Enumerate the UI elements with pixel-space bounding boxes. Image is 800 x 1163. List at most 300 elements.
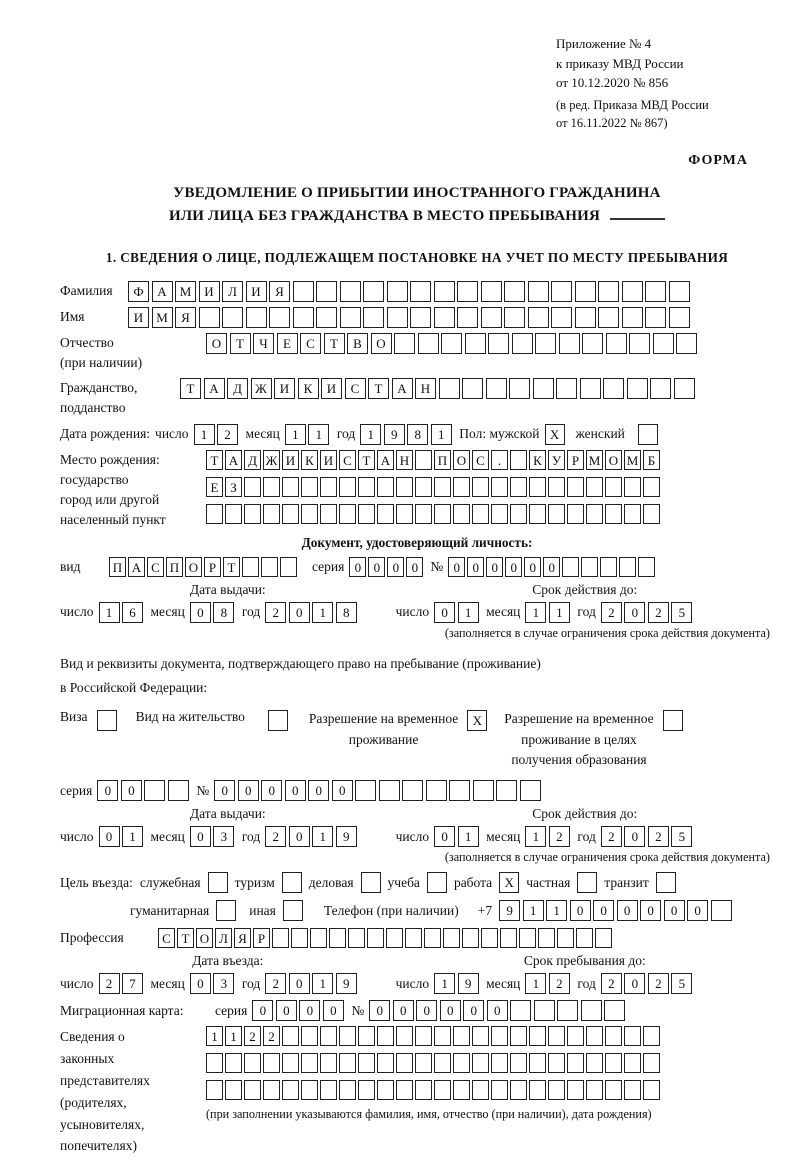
form-cell	[500, 928, 517, 948]
representatives-label: Сведения о законных представителях (родителях, усыновителях, попечителях)	[60, 1029, 150, 1154]
form-cell: 0	[543, 557, 560, 577]
form-cell	[576, 928, 593, 948]
stay-doc-issued-row	[60, 826, 396, 847]
form-cell	[426, 780, 447, 801]
form-cell	[316, 281, 337, 302]
form-cell	[510, 504, 527, 524]
form-cell: 0	[624, 602, 645, 623]
form-cell	[410, 307, 431, 328]
form-cell: 0	[121, 780, 142, 801]
entry-dates	[60, 953, 774, 994]
form-cell: 1	[525, 826, 546, 847]
form-cell: 1	[525, 973, 546, 994]
form-cell	[358, 1026, 375, 1046]
form-cell: 0	[261, 780, 282, 801]
form-cell	[529, 504, 546, 524]
form-cell	[301, 1080, 318, 1100]
form-cell: З	[225, 477, 242, 497]
number-label: №	[196, 782, 210, 798]
form-cell	[453, 1053, 470, 1073]
form-cell: 0	[99, 826, 120, 847]
purpose-private-checkbox	[577, 872, 597, 893]
form-cell: 0	[285, 780, 306, 801]
form-cell	[434, 1080, 451, 1100]
form-cell: С	[472, 450, 489, 470]
form-cell: 1	[122, 826, 143, 847]
form-cell	[280, 557, 297, 577]
form-cell	[528, 307, 549, 328]
form-cell	[504, 307, 525, 328]
stay-doc-issued-year-cells	[265, 826, 359, 847]
form-cell	[510, 1000, 531, 1021]
purpose-label: Цель въезда:	[60, 874, 133, 890]
purpose-transit-checkbox	[656, 872, 676, 893]
form-title-line1: УВЕДОМЛЕНИЕ О ПРИБЫТИИ ИНОСТРАННОГО ГРАЖДАНИНА	[173, 185, 661, 201]
form-cell	[261, 557, 278, 577]
form-cell	[567, 504, 584, 524]
form-cell	[358, 477, 375, 497]
form-cell	[624, 1053, 641, 1073]
form-cell	[244, 504, 261, 524]
form-cell: У	[548, 450, 565, 470]
form-cell: 0	[369, 1000, 390, 1021]
form-cell: 9	[499, 900, 520, 921]
form-cell	[605, 477, 622, 497]
annex-edition-line: (в ред. Приказа МВД России	[556, 97, 709, 112]
form-cell	[441, 333, 462, 354]
identity-valid-heading: Срок действия до:	[532, 581, 638, 597]
purpose-official-checkbox	[208, 872, 228, 893]
phone-label: Телефон (при наличии)	[323, 902, 459, 918]
purpose-option-label: частная	[526, 874, 571, 890]
identity-doc-kind-cells	[109, 557, 299, 577]
stay-doc-issued-month-cells	[190, 826, 237, 847]
form-cell: 0	[332, 780, 353, 801]
form-cell: 1	[458, 826, 479, 847]
form-cell	[629, 333, 650, 354]
citizenship-row	[60, 378, 774, 419]
stay-doc-number-cells	[214, 780, 543, 801]
form-cell	[643, 1026, 660, 1046]
form-cell: 8	[407, 424, 428, 445]
form-cell: А	[152, 281, 173, 302]
form-cell: А	[225, 450, 242, 470]
temp-permit-checkbox: X	[467, 710, 487, 731]
form-cell: 1	[312, 973, 333, 994]
purpose-option-label: транзит	[604, 874, 649, 890]
form-cell: 0	[252, 1000, 273, 1021]
form-cell: 2	[648, 973, 669, 994]
form-cell: 0	[323, 1000, 344, 1021]
identity-valid-year-cells	[601, 602, 695, 623]
form-cell	[415, 504, 432, 524]
form-cell	[339, 1080, 356, 1100]
form-cell: 2	[265, 973, 286, 994]
stay-doc-valid-col	[396, 806, 774, 872]
form-cell	[206, 1053, 223, 1073]
male-checkbox: X	[545, 424, 565, 445]
purpose-business-checkbox	[361, 872, 381, 893]
identity-doc-heading: Документ, удостоверяющий личность:	[301, 534, 533, 550]
form-cell	[645, 307, 666, 328]
birth-year-cells	[360, 424, 454, 445]
representatives-block	[60, 1026, 774, 1157]
form-cell: Ч	[253, 333, 274, 354]
form-cell	[581, 1000, 602, 1021]
form-cell	[394, 333, 415, 354]
form-cell	[598, 281, 619, 302]
form-cell	[529, 1053, 546, 1073]
form-cell	[548, 504, 565, 524]
form-cell: М	[624, 450, 641, 470]
citizenship-cells	[180, 378, 697, 399]
identity-issued-day-cells	[99, 602, 146, 623]
edu-permit-label: Разрешение на временное проживание в целях получения образования	[504, 711, 654, 767]
form-cell	[263, 477, 280, 497]
form-cell	[415, 1053, 432, 1073]
form-cell	[246, 307, 267, 328]
month-label: месяц	[486, 604, 521, 619]
entry-date-row	[60, 973, 396, 994]
form-cell: М	[175, 281, 196, 302]
form-cell	[519, 928, 536, 948]
migration-card-row	[60, 1000, 774, 1021]
form-cell: 0	[486, 557, 503, 577]
identity-doc-dates	[60, 582, 774, 648]
form-cell	[624, 477, 641, 497]
patronymic-row	[60, 333, 774, 374]
form-cell: 0	[463, 1000, 484, 1021]
form-cell: П	[434, 450, 451, 470]
form-cell: А	[377, 450, 394, 470]
phone-prefix: +7	[477, 902, 493, 918]
form-cell	[434, 1053, 451, 1073]
form-cell	[410, 281, 431, 302]
profession-row	[60, 928, 774, 948]
form-cell	[528, 281, 549, 302]
birthplace-cells-rows	[206, 450, 662, 531]
form-cell	[415, 1080, 432, 1100]
form-cell	[595, 928, 612, 948]
form-cell	[418, 333, 439, 354]
form-cell: 3	[213, 973, 234, 994]
form-cell: И	[246, 281, 267, 302]
form-cell	[669, 281, 690, 302]
form-cell	[510, 1053, 527, 1073]
purpose-humanitarian-checkbox	[216, 900, 236, 921]
form-cell: Т	[230, 333, 251, 354]
form-cell	[491, 1026, 508, 1046]
identity-doc-series-cells	[349, 557, 425, 577]
form-cell: С	[345, 378, 366, 399]
form-cell: 1	[206, 1026, 223, 1046]
year-label: год	[241, 828, 261, 844]
form-cell	[363, 307, 384, 328]
form-cell: 5	[671, 826, 692, 847]
form-cell	[580, 378, 601, 399]
form-cell	[396, 1080, 413, 1100]
form-cell	[301, 477, 318, 497]
annex-reference	[556, 34, 774, 133]
form-cell	[586, 1053, 603, 1073]
form-cell	[510, 477, 527, 497]
stay-doc-type-row	[60, 709, 774, 770]
form-cell: 1	[285, 424, 306, 445]
form-cell	[379, 780, 400, 801]
form-cell: 0	[467, 557, 484, 577]
form-cell	[367, 928, 384, 948]
form-cell	[676, 333, 697, 354]
stay-until-year-cells	[601, 973, 695, 994]
form-cell: К	[298, 378, 319, 399]
form-cell: 0	[416, 1000, 437, 1021]
form-cell: 1	[194, 424, 215, 445]
form-cell	[529, 1080, 546, 1100]
form-cell	[358, 1053, 375, 1073]
form-cell	[301, 504, 318, 524]
form-cell	[225, 504, 242, 524]
form-cell	[510, 450, 527, 470]
number-label: №	[351, 1002, 365, 1018]
year-label: год	[241, 975, 261, 991]
form-cell: 0	[448, 557, 465, 577]
residence-permit-checkbox	[268, 710, 288, 731]
form-cell	[453, 477, 470, 497]
form-cell	[556, 378, 577, 399]
form-cell	[624, 504, 641, 524]
form-cell	[377, 1026, 394, 1046]
month-label: месяц	[486, 975, 521, 991]
form-cell	[434, 281, 455, 302]
form-cell: Т	[180, 378, 201, 399]
form-cell	[496, 780, 517, 801]
form-cell: 2	[263, 1026, 280, 1046]
form-cell: 8	[336, 602, 357, 623]
form-cell	[272, 928, 289, 948]
form-cell	[199, 307, 220, 328]
form-cell: Е	[277, 333, 298, 354]
form-cell: 2	[648, 826, 669, 847]
migration-card-series-cells	[252, 1000, 346, 1021]
form-cell: 2	[549, 826, 570, 847]
purpose-option-label: иная	[249, 902, 276, 918]
form-cell	[551, 281, 572, 302]
form-cell: 2	[265, 826, 286, 847]
stay-doc-valid-day-cells	[434, 826, 481, 847]
form-cell: 1	[225, 1026, 242, 1046]
form-cell	[465, 333, 486, 354]
form-cell	[622, 281, 643, 302]
form-cell	[301, 1026, 318, 1046]
identity-doc-kind-label: вид	[60, 558, 81, 574]
visa-label: Виза	[60, 709, 88, 725]
form-cell	[548, 1026, 565, 1046]
form-cell	[600, 557, 617, 577]
form-cell: В	[347, 333, 368, 354]
form-cell	[567, 1053, 584, 1073]
form-cell	[358, 504, 375, 524]
purpose-study-checkbox	[427, 872, 447, 893]
form-cell: И	[199, 281, 220, 302]
blank-underline	[610, 218, 665, 220]
purpose-row	[60, 872, 774, 893]
representatives-row2-cells	[206, 1053, 662, 1073]
form-cell: И	[321, 378, 342, 399]
form-cell	[405, 928, 422, 948]
form-cell: 0	[664, 900, 685, 921]
form-cell: 0	[570, 900, 591, 921]
form-cell	[282, 1053, 299, 1073]
form-cell	[533, 378, 554, 399]
form-cell	[424, 928, 441, 948]
form-cell: Т	[223, 557, 240, 577]
form-cell	[529, 477, 546, 497]
form-cell	[586, 477, 603, 497]
identity-issued-row	[60, 602, 396, 623]
representatives-note: (при заполнении указываются фамилия, имя, отчество (при наличии), дата рождения)	[206, 1107, 652, 1122]
annex-line: Приложение № 4	[556, 36, 652, 51]
sex-female-label: женский	[575, 426, 625, 441]
form-cell	[415, 1026, 432, 1046]
form-cell	[144, 780, 165, 801]
form-cell: 0	[238, 780, 259, 801]
form-cell: О	[196, 928, 213, 948]
form-cell	[462, 378, 483, 399]
day-label: число	[60, 604, 94, 619]
form-cell: Т	[358, 450, 375, 470]
form-cell: 0	[190, 973, 211, 994]
form-cell	[339, 1026, 356, 1046]
form-cell: 0	[308, 780, 329, 801]
form-cell	[320, 477, 337, 497]
form-cell: 0	[434, 826, 455, 847]
form-cell	[434, 477, 451, 497]
purpose-option-label: работа	[453, 874, 493, 890]
year-label: год	[241, 604, 261, 619]
form-cell: 0	[190, 602, 211, 623]
entry-date-heading: Дата въезда:	[192, 953, 264, 969]
form-cell	[462, 928, 479, 948]
form-cell	[282, 1026, 299, 1046]
identity-issued-year-cells	[265, 602, 359, 623]
form-cell	[402, 780, 423, 801]
birth-date-row	[60, 424, 774, 445]
identity-valid-col	[396, 582, 774, 648]
form-cell	[244, 477, 261, 497]
form-cell	[244, 1080, 261, 1100]
profession-label: Профессия	[60, 930, 124, 946]
form-cell: П	[109, 557, 126, 577]
form-cell	[643, 477, 660, 497]
form-cell: И	[282, 450, 299, 470]
form-cell: 0	[393, 1000, 414, 1021]
form-cell: Т	[368, 378, 389, 399]
form-cell	[293, 307, 314, 328]
birthplace-row3-cells	[206, 504, 662, 524]
form-cell	[355, 780, 376, 801]
form-cell: 2	[265, 602, 286, 623]
stay-doc-issued-heading: Дата выдачи:	[189, 806, 266, 822]
form-cell: 0	[624, 826, 645, 847]
form-cell	[551, 307, 572, 328]
stay-until-day-cells	[434, 973, 481, 994]
year-label: год	[577, 975, 596, 991]
form-cell: К	[301, 450, 318, 470]
form-cell: 0	[505, 557, 522, 577]
form-cell: 2	[601, 602, 622, 623]
form-cell: Р	[204, 557, 221, 577]
stay-doc-valid-year-cells	[601, 826, 695, 847]
sex-male-label: Пол: мужской	[459, 426, 540, 441]
form-cell	[282, 504, 299, 524]
representatives-row1-cells	[206, 1026, 662, 1046]
representatives-row3-cells	[206, 1080, 662, 1100]
form-cell: 0	[640, 900, 661, 921]
form-cell: 0	[434, 602, 455, 623]
form-cell: 0	[387, 557, 404, 577]
form-cell	[491, 477, 508, 497]
form-cell: 1	[525, 602, 546, 623]
citizenship-label: Гражданство, подданство	[60, 380, 138, 416]
form-cell	[653, 333, 674, 354]
form-cell: 0	[299, 1000, 320, 1021]
form-cell	[534, 1000, 555, 1021]
purpose-option-label: деловая	[308, 874, 354, 890]
series-label: серия	[312, 558, 345, 574]
form-cell: 0	[289, 826, 310, 847]
form-cell: И	[274, 378, 295, 399]
form-cell	[472, 1080, 489, 1100]
form-cell: 0	[97, 780, 118, 801]
form-cell	[529, 1026, 546, 1046]
form-cell	[624, 1026, 641, 1046]
form-cell	[263, 504, 280, 524]
form-cell	[396, 1026, 413, 1046]
form-cell: 0	[487, 1000, 508, 1021]
form-cell: 0	[617, 900, 638, 921]
form-cell	[711, 900, 732, 921]
stay-until-row	[396, 973, 774, 994]
form-cell	[548, 1080, 565, 1100]
form-cell	[481, 928, 498, 948]
form-cell: Н	[396, 450, 413, 470]
form-cell: 3	[213, 826, 234, 847]
form-cell	[339, 504, 356, 524]
patronymic-cells	[206, 333, 700, 354]
entry-date-col	[60, 953, 396, 994]
form-cell	[457, 281, 478, 302]
form-cell: А	[392, 378, 413, 399]
form-cell	[320, 504, 337, 524]
form-cell	[439, 378, 460, 399]
form-cell	[622, 307, 643, 328]
form-cell	[386, 928, 403, 948]
form-cell: .	[491, 450, 508, 470]
form-cell	[320, 1053, 337, 1073]
form-cell: 1	[549, 602, 570, 623]
form-cell: 0	[687, 900, 708, 921]
form-cell	[557, 1000, 578, 1021]
form-cell	[340, 307, 361, 328]
form-cell	[291, 928, 308, 948]
annex-line: от 10.12.2020 № 856	[556, 75, 669, 90]
form-cell	[604, 1000, 625, 1021]
form-cell	[567, 1026, 584, 1046]
birth-day-cells	[194, 424, 241, 445]
form-cell	[510, 1026, 527, 1046]
form-cell: 0	[593, 900, 614, 921]
form-cell: Т	[206, 450, 223, 470]
